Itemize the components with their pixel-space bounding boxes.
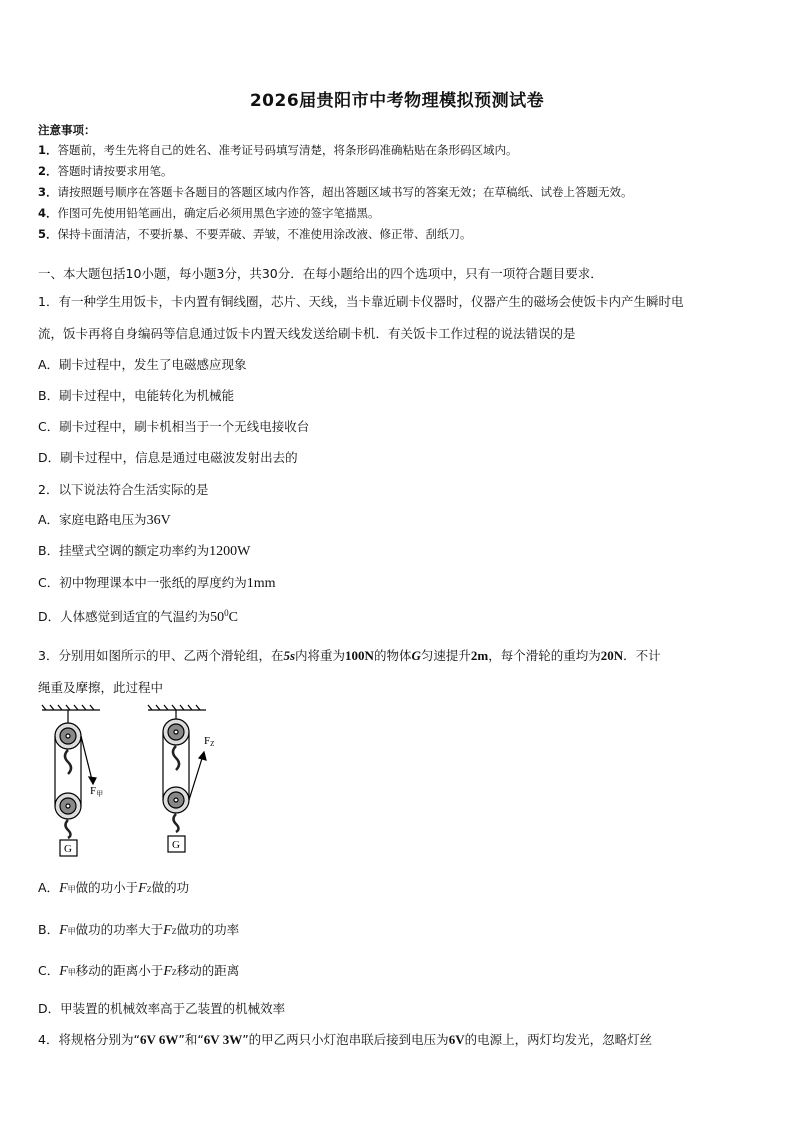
q3-option-d: D．甲装置的机械效率高于乙装置的机械效率 [38, 1001, 286, 1016]
q2-option-d [38, 607, 238, 626]
q2-option-b-value: 1200W [209, 544, 251, 559]
q3-pulley-weight: 20N [600, 648, 624, 663]
q2-option-a-value: 36V [146, 513, 171, 528]
option-text: 做功的功率 [176, 922, 240, 937]
q3-height: 2m [470, 648, 489, 663]
notice-text: 答题时请按要求用笔。 [57, 164, 173, 178]
notice-item [38, 224, 768, 245]
q2-option-d-text: D．人体感觉到适宜的气温约为 [38, 609, 211, 624]
option-letter: B． [38, 922, 60, 937]
q3-object-g: G [411, 648, 421, 663]
q1-stem-line1: 1．有一种学生用饭卡，卡内置有铜线圈，芯片、天线，当卡靠近刷卡仪器时，仪器产生的磁场会使饭卡内产生瞬时电 [38, 294, 684, 309]
q3-stem-line2: 绳重及摩擦，此过程中 [38, 680, 164, 695]
f-yi: FZ [163, 923, 177, 938]
f-jia: F甲 [59, 881, 76, 896]
option-text: 做功的功率大于 [75, 922, 164, 937]
q3-weight: 100N [345, 648, 374, 663]
notice-item [38, 161, 768, 182]
q3-text: 匀速提升 [420, 648, 471, 663]
q3-text: 的物体 [373, 648, 412, 663]
q3-option-b [38, 920, 239, 939]
section-heading: 一、本大题包括10小题，每小题3分，共30分．在每小题给出的四个选项中，只有一项符合题目要求． [38, 266, 603, 281]
q2-option-b-text: B．挂壁式空调的额定功率约为 [38, 543, 210, 558]
notice-list [38, 140, 768, 245]
notice-number: 3． [38, 185, 58, 199]
q1-option-a: A．刷卡过程中，发生了电磁感应现象 [38, 357, 247, 372]
notice-heading: 注意事项： [38, 123, 96, 137]
q2-option-b [38, 541, 250, 560]
option-letter: C． [38, 963, 60, 978]
notice-item [38, 203, 768, 224]
weight-label-yi: G [172, 839, 180, 851]
q4-stem-line1 [38, 1030, 652, 1048]
notice-text: 保持卡面清洁，不要折暴、不要弄破、弄皱，不准使用涂改液、修正带、刮纸刀。 [57, 227, 472, 241]
option-text: 做的功小于 [75, 880, 139, 895]
notice-item [38, 140, 768, 161]
notice-text: 请按照题号顺序在答题卡各题目的答题区域内作答，超出答题区域书写的答案无效；在草稿纸、试卷上答题无效。 [57, 185, 633, 199]
q2-option-c [38, 573, 276, 592]
q3-text: 内将重为 [295, 648, 346, 663]
notice-number: 1． [38, 143, 58, 157]
option-text: 移动的距离 [176, 963, 240, 978]
notice-number: 2． [38, 164, 58, 178]
f-yi: FZ [163, 964, 177, 979]
q3-option-c [38, 961, 239, 980]
q2-option-c-value: 1mm [246, 576, 276, 591]
q2-option-d-value: 50 [210, 610, 225, 625]
q1-option-d: D．刷卡过程中，信息是通过电磁波发射出去的 [38, 450, 298, 465]
q3-text: ．不计 [623, 648, 661, 663]
notice-item [38, 182, 768, 203]
q2-option-a-text: A．家庭电路电压为 [38, 512, 147, 527]
q4-text: ”的甲乙两只小灯泡串联后接到电压为 [242, 1032, 449, 1047]
f-jia: F甲 [59, 923, 76, 938]
notice-number: 5． [38, 227, 58, 241]
q2-option-d-unit: C [228, 610, 238, 625]
f-yi: FZ [138, 881, 152, 896]
q1-option-c: C．刷卡过程中，刷卡机相当于一个无线电接收台 [38, 419, 310, 434]
q4-text: 4．将规格分别为“ [38, 1032, 140, 1047]
q3-stem-line1 [38, 646, 661, 664]
q4-spec-1: 6V 6W [139, 1032, 179, 1047]
notice-number: 4． [38, 206, 58, 220]
option-letter: A． [38, 880, 60, 895]
option-text: 做的功 [151, 880, 190, 895]
q3-time: 5s [283, 648, 296, 663]
q2-option-d-degree: 0 [224, 607, 229, 618]
notice-text: 作图可先使用铅笔画出，确定后必须用黑色字迹的签字笔描黑。 [57, 206, 380, 220]
q1-stem-line2: 流，饭卡再将自身编码等信息通过饭卡内置天线发送给刷卡机．有关饭卡工作过程的说法错误的是 [38, 326, 576, 341]
q3-text: 3．分别用如图所示的甲、乙两个滑轮组，在 [38, 648, 284, 663]
q2-stem: 2．以下说法符合生活实际的是 [38, 482, 209, 497]
q4-voltage: 6V [448, 1032, 465, 1047]
q4-text: ”和“ [178, 1032, 204, 1047]
q4-spec-2: 6V 3W [203, 1032, 243, 1047]
q2-option-a [38, 510, 171, 529]
pulley-diagram [38, 702, 218, 862]
weight-label-jia: G [64, 843, 72, 855]
q2-option-c-text: C．初中物理课本中一张纸的厚度约为 [38, 575, 247, 590]
f-jia: F甲 [59, 964, 76, 979]
q3-text: ，每个滑轮的重均为 [488, 648, 601, 663]
page-title: 2026届贵阳市中考物理模拟预测试卷 [249, 91, 545, 111]
q4-text: 的电源上，两灯均发光，忽略灯丝 [464, 1032, 653, 1047]
force-label-jia: F甲 [90, 785, 104, 798]
q1-option-b: B．刷卡过程中，电能转化为机械能 [38, 388, 235, 403]
option-text: 移动的距离小于 [75, 963, 164, 978]
force-label-yi: FZ [204, 735, 215, 748]
notice-text: 答题前，考生先将自己的姓名、准考证号码填写清楚，将条形码准确粘贴在条形码区域内。 [57, 143, 518, 157]
q3-option-a [38, 878, 189, 897]
